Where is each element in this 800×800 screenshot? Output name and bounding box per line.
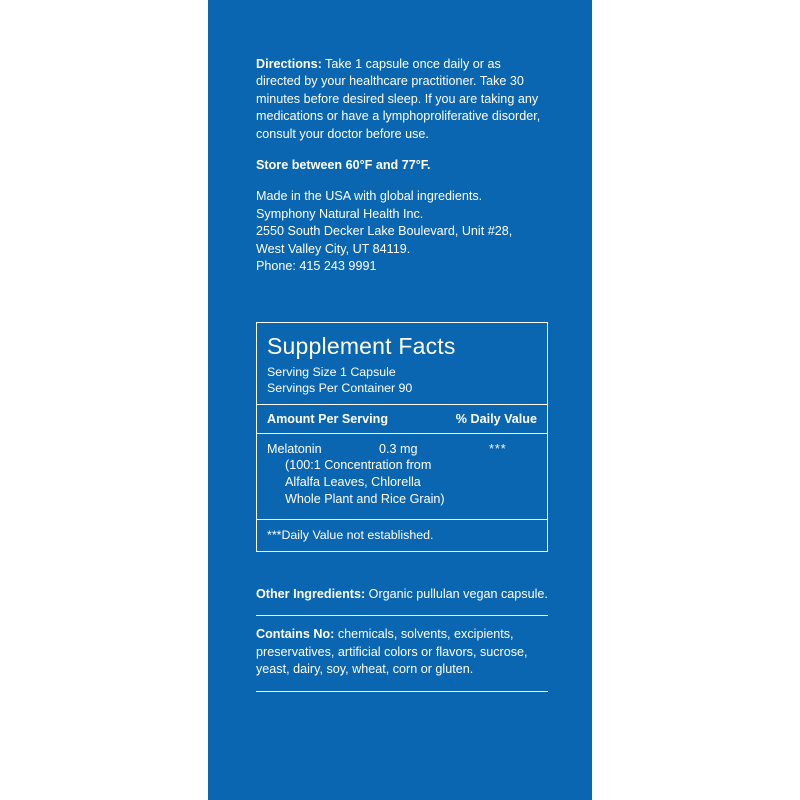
nutrient-sub-line-1: (100:1 Concentration from — [285, 458, 432, 473]
directions-body: Take 1 capsule once daily or as directed by your healthcare practitioner. Take 30 minutes before desired sleep. If you are taking any medications or have a lymphoproliferative disorder, consult your doctor before use. — [256, 57, 541, 141]
manufacturer-line-2: Symphony Natural Health Inc. — [256, 206, 424, 221]
servings-per-container-text: Servings Per Container 90 — [267, 381, 413, 396]
manufacturer-line-4: West Valley City, UT 84119. — [256, 241, 411, 256]
storage-text: Store between 60°F and 77°F. — [256, 158, 431, 173]
amount-per-serving-header-row — [267, 405, 537, 427]
contains-no-paragraph — [256, 626, 548, 678]
directions-paragraph — [256, 56, 548, 143]
divider-bottom — [256, 691, 548, 692]
nutrient-main-line — [267, 441, 537, 458]
supplement-facts-title: Supplement Facts — [267, 333, 456, 359]
serving-size-text: Serving Size 1 Capsule — [267, 365, 396, 379]
contains-no-heading: Contains No: — [256, 627, 335, 642]
nutrient-name: Melatonin — [267, 441, 322, 456]
nutrient-sub-line-2: Alfalfa Leaves, Chlorella — [285, 475, 421, 489]
manufacturer-phone: Phone: 415 243 9991 — [256, 259, 377, 274]
daily-value-footnote: ***Daily Value not established. — [267, 528, 434, 543]
directions-heading: Directions: — [256, 57, 322, 71]
spacer-2 — [256, 174, 548, 188]
other-ingredients-body: Organic pullulan vegan capsule. — [365, 587, 548, 601]
manufacturer-line-1: Made in the USA with global ingredients. — [256, 189, 483, 204]
manufacturer-line-3: 2550 South Decker Lake Boulevard, Unit #28, — [256, 224, 513, 239]
nutrient-amount: 0.3 mg — [379, 441, 418, 456]
contains-no-body: chemicals, solvents, excipients, preservatives, artificial colors or flavors, sucrose, yeast, dairy, soy, wheat, corn or gluten. — [256, 627, 528, 677]
spacer-1 — [256, 143, 548, 157]
other-ingredients-paragraph — [256, 586, 548, 603]
divider-above-contains-no — [256, 615, 548, 616]
daily-value-label: % Daily Value — [455, 411, 537, 426]
nutrient-row-melatonin — [267, 434, 537, 507]
nutrient-sub-line-3: Whole Plant and Rice Grain) — [285, 491, 445, 506]
label-text-content — [256, 56, 548, 275]
below-facts-content — [256, 586, 548, 692]
amount-per-serving-label: Amount Per Serving — [267, 411, 389, 426]
supplement-label-panel — [208, 0, 592, 800]
supplement-facts-box — [256, 322, 548, 552]
nutrient-daily-value: *** — [489, 441, 507, 456]
other-ingredients-heading: Other Ingredients: — [256, 587, 366, 601]
